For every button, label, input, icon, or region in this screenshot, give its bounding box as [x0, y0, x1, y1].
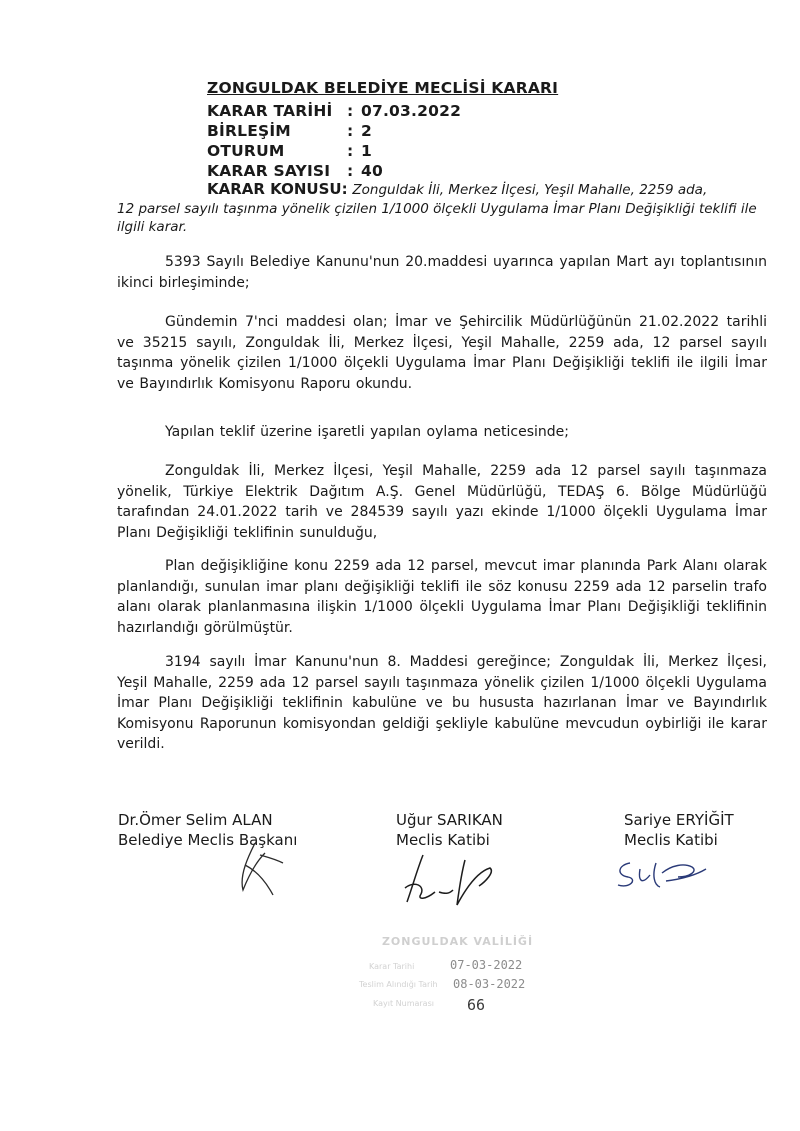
- paragraph-proposal: Zonguldak İli, Merkez İlçesi, Yeşil Mahalle, 2259 ada 12 parsel sayılı taşınmaza yönelik, Türkiye Elektrik Dağıtım A.Ş. Genel Müdürlüğü, TEDAŞ 6. Bölge Müdürlüğü tarafından 24.01.2022 tarih ve 284539 sayılı yazı ekinde 1/1000 ölçekli Uygulama İmar Planı Değişikliği teklifinin sunulduğu,: [117, 463, 767, 541]
- session-label: BİRLEŞİM: [207, 122, 291, 140]
- stamp-label-received-date: Teslim Alındığı Tarih: [359, 980, 438, 989]
- stamp-label-decision-date: Karar Tarihi: [369, 962, 415, 971]
- decision-number-label: KARAR SAYISI: [207, 162, 331, 180]
- handwritten-signature-president: [225, 835, 295, 905]
- stamp-value-record-number: 66: [467, 996, 486, 1014]
- sitting-value: 1: [361, 142, 372, 160]
- decision-topic-label: KARAR KONUSU:: [207, 180, 348, 198]
- decision-topic-continuation: 12 parsel sayılı taşınma yönelik çizilen 1/1000 ölçekli Uygulama İmar Planı Değişikliği teklifi ile ilgili karar.: [117, 201, 757, 235]
- separator: :: [347, 122, 354, 140]
- paragraph-intro: 5393 Sayılı Belediye Kanunu'nun 20.maddesi uyarınca yapılan Mart ayı toplantısının ikinci birleşiminde;: [117, 254, 767, 291]
- stamp-value-received-date: 08-03-2022: [453, 977, 526, 991]
- paragraph-plan-change: Plan değişikliğine konu 2259 ada 12 parsel, mevcut imar planında Park Alanı olarak planlandığı, sunulan imar planı değişikliği teklifi ile söz konusu 2259 ada 12 parselin trafo alanı olarak planlanmasına ilişkin 1/1000 ölçekli Uygulama İmar Planı Değişikliği teklifinin hazırlandığı görülmüştür.: [117, 558, 767, 636]
- decision-number-row: [207, 162, 383, 180]
- sitting-label: OTURUM: [207, 142, 285, 160]
- paragraph-agenda: Gündemin 7'nci maddesi olan; İmar ve Şehircilik Müdürlüğünün 21.02.2022 tarihli ve 35215 sayılı, Zonguldak İli, Merkez İlçesi, Yeşil Mahalle, 2259 ada, 12 parsel sayılı taşınma yönelik çizilen 1/1000 ölçekli Uygulama İmar Planı Değişikliği teklifi ile ilgili İmar ve Bayındırlık Komisyonu Raporu okundu.: [117, 314, 767, 392]
- governorship-receipt-stamp: [355, 935, 560, 1025]
- decision-date-row: [207, 102, 461, 120]
- separator: :: [347, 102, 354, 120]
- document-title: ZONGULDAK BELEDİYE MECLİSİ KARARI: [207, 79, 559, 97]
- session-row: [207, 122, 372, 140]
- paragraph-decision: 3194 sayılı İmar Kanunu'nun 8. Maddesi gereğince; Zonguldak İli, Merkez İlçesi, Yeşil Mahalle, 2259 ada 12 parsel sayılı taşınmaza yönelik çizilen 1/1000 ölçekli Uygulama İmar Planı Değişikliği teklifinin kabulüne ve bu hususta hazırlanan İmar ve Bayındırlık Komisyonu Raporunun komisyondan geldiği şekliyle kabulüne mevcudun oybirliği ile karar verildi.: [117, 654, 767, 753]
- signatory-name: Uğur SARIKAN: [396, 811, 503, 829]
- signatory-name: Dr.Ömer Selim ALAN: [118, 811, 273, 829]
- stamp-value-decision-date: 07-03-2022: [450, 958, 523, 972]
- decision-topic-line: [207, 180, 707, 198]
- stamp-label-record-number: Kayıt Numarası: [373, 999, 434, 1008]
- signatory-role: Meclis Katibi: [624, 831, 718, 849]
- signature-block-clerk-2: [624, 810, 734, 850]
- session-value: 2: [361, 122, 372, 140]
- signatory-name: Sariye ERYİĞİT: [624, 811, 734, 829]
- decision-date-value: 07.03.2022: [361, 102, 462, 120]
- decision-date-label: KARAR TARİHİ: [207, 102, 333, 120]
- decision-number-value: 40: [361, 162, 383, 180]
- sitting-row: [207, 142, 372, 160]
- stamp-title: ZONGULDAK VALİLİĞİ: [381, 935, 534, 948]
- signatory-role: Belediye Meclis Başkanı: [118, 831, 298, 849]
- separator: :: [347, 162, 354, 180]
- signature-block-clerk-1: [396, 810, 503, 850]
- decision-topic-text: Zonguldak İli, Merkez İlçesi, Yeşil Mahalle, 2259 ada,: [352, 182, 708, 198]
- handwritten-signature-clerk-1: [395, 850, 525, 910]
- signatory-role: Meclis Katibi: [396, 831, 490, 849]
- paragraph-vote: Yapılan teklif üzerine işaretli yapılan oylama neticesinde;: [165, 424, 569, 440]
- separator: :: [347, 142, 354, 160]
- handwritten-signature-clerk-2: [612, 855, 712, 895]
